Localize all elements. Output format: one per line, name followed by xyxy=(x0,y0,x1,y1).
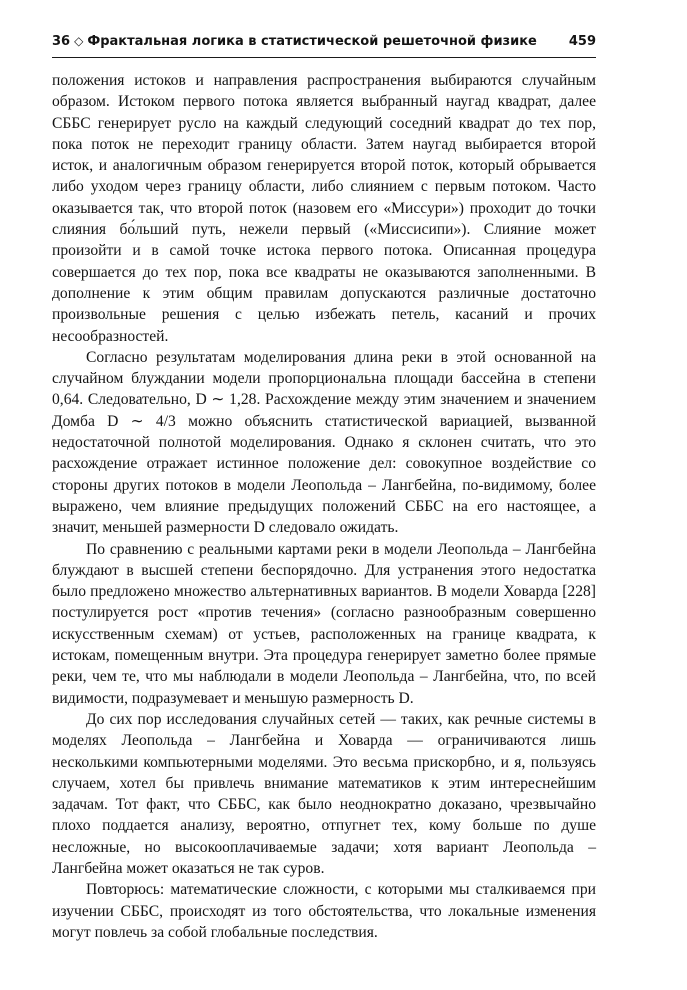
paragraph: Повторюсь: математические сложности, с которыми мы сталкиваемся при изучении СББС, происходят из того обстоятельства, что локальные изменения могут повлечь за собой глобальные последствия. xyxy=(52,881,596,941)
page-number: 459 xyxy=(568,34,596,49)
page-body xyxy=(52,70,596,943)
diamond-separator-icon: ◇ xyxy=(74,34,84,48)
chapter-number: 36 xyxy=(52,34,71,49)
paragraph: По сравнению с реальными картами реки в модели Леопольда – Лангбейна блуждают в высшей степени беспорядочно. Для устранения этого недостатка было предложено множество альтернативных вариантов. В модели Ховарда [228] постулируется рост «против течения» (согласно разнообразным совершенно искусственным схемам) от устьев, расположенных на границе квадрата, к истокам, помещенным внутри. Эта процедура генерирует заметно более прямые реки, чем те, что мы наблюдали в модели Леопольда – Лангбейна, что, по всей видимости, подразумевает и меньшую размерность D. xyxy=(52,540,596,707)
header-left xyxy=(52,32,537,51)
paragraph: До сих пор исследования случайных сетей — таких, как речные системы в моделях Леопольда – Лангбейна и Ховарда — ограничиваются лишь несколькими компьютерными моделями. Это весьма прискорбно, и я, пользуясь случаем, хотел бы привлечь внимание математиков к этим интереснейшим задачам. Тот факт, что СББС, как было неоднократно доказано, чрезвычайно плохо поддается анализу, вероятно, отпугнет тех, кому больше по душе несложные, но высокооплачиваемые задачи; хотя вариант Леопольда – Лангбейна может оказаться не так суров. xyxy=(52,710,596,877)
chapter-title: Фрактальная логика в статистической решеточной физике xyxy=(87,34,537,49)
book-page xyxy=(52,32,596,943)
running-header xyxy=(52,32,596,58)
paragraph: Согласно результатам моделирования длина реки в этой основанной на случайном блуждании модели пропорциональна площади бассейна в степени 0,64. Следовательно, D ∼ 1,28. Расхождение между этим значением и значением Домба D ∼ 4/3 можно объяснить статистической вариацией, вызванной недостаточной полнотой моделирования. Однако я склонен считать, что это расхождение отражает истинное положение дел: совокупное воздействие со стороны других потоков в модели Леопольда – Лангбейна, по-видимому, более выражено, чем влияние предыдущих положений СББС на его настоящее, а значит, меньшей размерности D следовало ожидать. xyxy=(52,348,596,537)
paragraph-continuation: положения истоков и направления распространения выбираются случайным образом. Истоком первого потока является выбранный наугад квадрат, далее СББС генерирует русло на каждый следующий соседний квадрат до тех пор, пока поток не переходит границу области. Затем наугад выбирается второй исток, и аналогичным образом генерируется второй поток, который обрывается либо уходом через границу области, либо слиянием с первым потоком. Часто оказывается так, что второй поток (назовем его «Миссури») проходит до точки слияния бо́льший путь, нежели первый («Миссисипи»). Слияние может произойти и в самой точке истока первого потока. Описанная процедура совершается до тех пор, пока все квадраты не оказываются заполненными. В дополнение к этим общим правилам допускаются различные достаточно произвольные решения с целью избежать петель, касаний и прочих несообразностей. xyxy=(52,72,596,345)
